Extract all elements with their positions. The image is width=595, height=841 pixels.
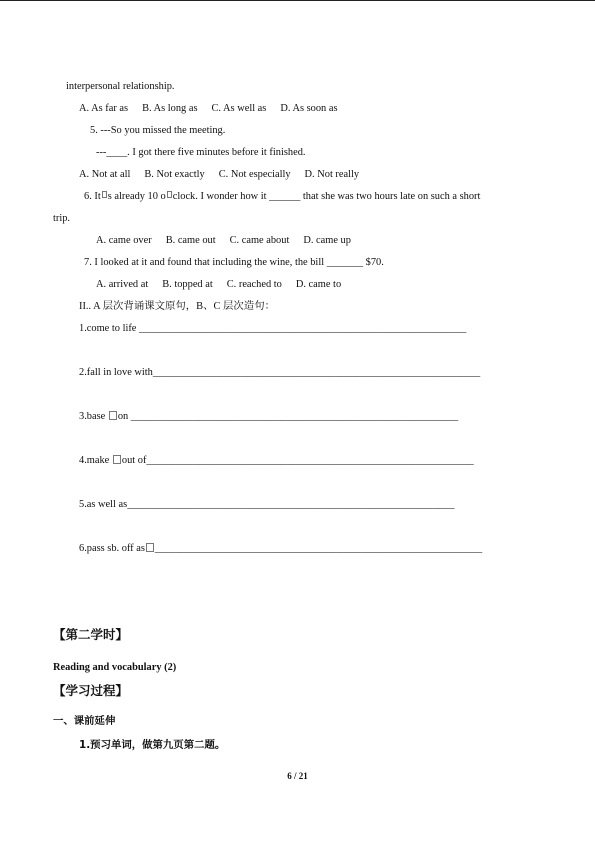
q7-option-c: C. reached to xyxy=(226,279,282,290)
q6-question xyxy=(84,190,480,204)
phrase-label: 4.make xyxy=(79,455,112,466)
q4-option-a: A. As far as xyxy=(79,103,129,114)
answer-line: _______________________________________________________________ xyxy=(127,499,455,510)
q5-option-b: B. Not exactly xyxy=(144,169,205,180)
q6-options xyxy=(96,234,351,248)
q7-option-a: A. arrived at xyxy=(96,279,149,290)
answer-line: _______________________________________________________________ xyxy=(152,367,481,378)
answer-line: _______________________________________________________________ xyxy=(154,543,483,554)
phrase-item-2 xyxy=(79,366,480,380)
q6-text-c: clock. I wonder how it ______ that she was two hours late on such a short xyxy=(172,191,481,202)
answer-line: _______________________________________________________________ xyxy=(139,323,467,334)
phrase-item-4 xyxy=(79,454,474,468)
answer-line: out of_______________________________________________________________ xyxy=(121,455,474,466)
missing-glyph-box xyxy=(109,411,117,420)
q7-option-b: B. topped at xyxy=(162,279,213,290)
q7-question: 7. I looked at it and found that including the wine, the bill _______ $70. xyxy=(84,257,384,268)
q6-option-a: A. came over xyxy=(96,235,152,246)
phrase-label: 2.fall in love with xyxy=(79,367,153,378)
q5-options xyxy=(79,168,359,182)
lesson-2-subtitle: Reading and vocabulary (2) xyxy=(53,662,177,673)
q4-option-d: D. As soon as xyxy=(280,103,338,114)
phrase-item-6 xyxy=(79,542,482,556)
phrase-item-5 xyxy=(79,498,455,512)
pre-class-heading: 一、课前延伸 xyxy=(53,715,116,727)
q5-option-d: D. Not really xyxy=(304,169,360,180)
q6-option-b: B. came out xyxy=(165,235,216,246)
q6-text-a: 6. It xyxy=(84,191,101,202)
phrase-label: 6.pass sb. off as xyxy=(79,543,145,554)
q4-options xyxy=(79,102,338,116)
q6-option-c: C. came about xyxy=(229,235,290,246)
q7-options xyxy=(96,278,341,292)
missing-apostrophe-glyph xyxy=(102,191,107,198)
task-1: 1.预习单词，做第九页第二题。 xyxy=(79,739,226,751)
missing-apostrophe-glyph xyxy=(167,191,172,198)
phrase-item-1 xyxy=(79,322,466,336)
q6-continuation: trip. xyxy=(53,213,71,224)
learning-process-heading: 【学习过程】 xyxy=(53,683,129,698)
q4-option-c: C. As well as xyxy=(211,103,267,114)
q5-question: 5. ---So you missed the meeting. xyxy=(90,125,226,136)
page-top-border xyxy=(0,0,595,1)
q4-continuation: interpersonal relationship. xyxy=(66,81,175,92)
q5-reply: ---____. I got there five minutes before it finished. xyxy=(96,147,306,158)
q5-option-c: C. Not especially xyxy=(218,169,291,180)
missing-glyph-box xyxy=(113,455,121,464)
q7-option-d: D. came to xyxy=(295,279,342,290)
phrase-label: 5.as well as xyxy=(79,499,128,510)
q5-option-a: A. Not at all xyxy=(79,169,131,180)
answer-line: on _______________________________________________________________ xyxy=(117,411,459,422)
q4-option-b: B. As long as xyxy=(142,103,198,114)
page-number: 6 / 21 xyxy=(287,771,308,781)
section-2-heading: II.. A 层次背诵课文原句，B、C 层次造句： xyxy=(79,301,275,312)
phrase-label: 3.base xyxy=(79,411,108,422)
phrase-item-3 xyxy=(79,410,458,424)
q6-option-d: D. came up xyxy=(303,235,351,246)
q6-text-b: s already 10 o xyxy=(107,191,166,202)
lesson-2-title: 【第二学时】 xyxy=(53,627,129,642)
phrase-label: 1.come to life xyxy=(79,323,140,334)
missing-glyph-box xyxy=(146,543,154,552)
